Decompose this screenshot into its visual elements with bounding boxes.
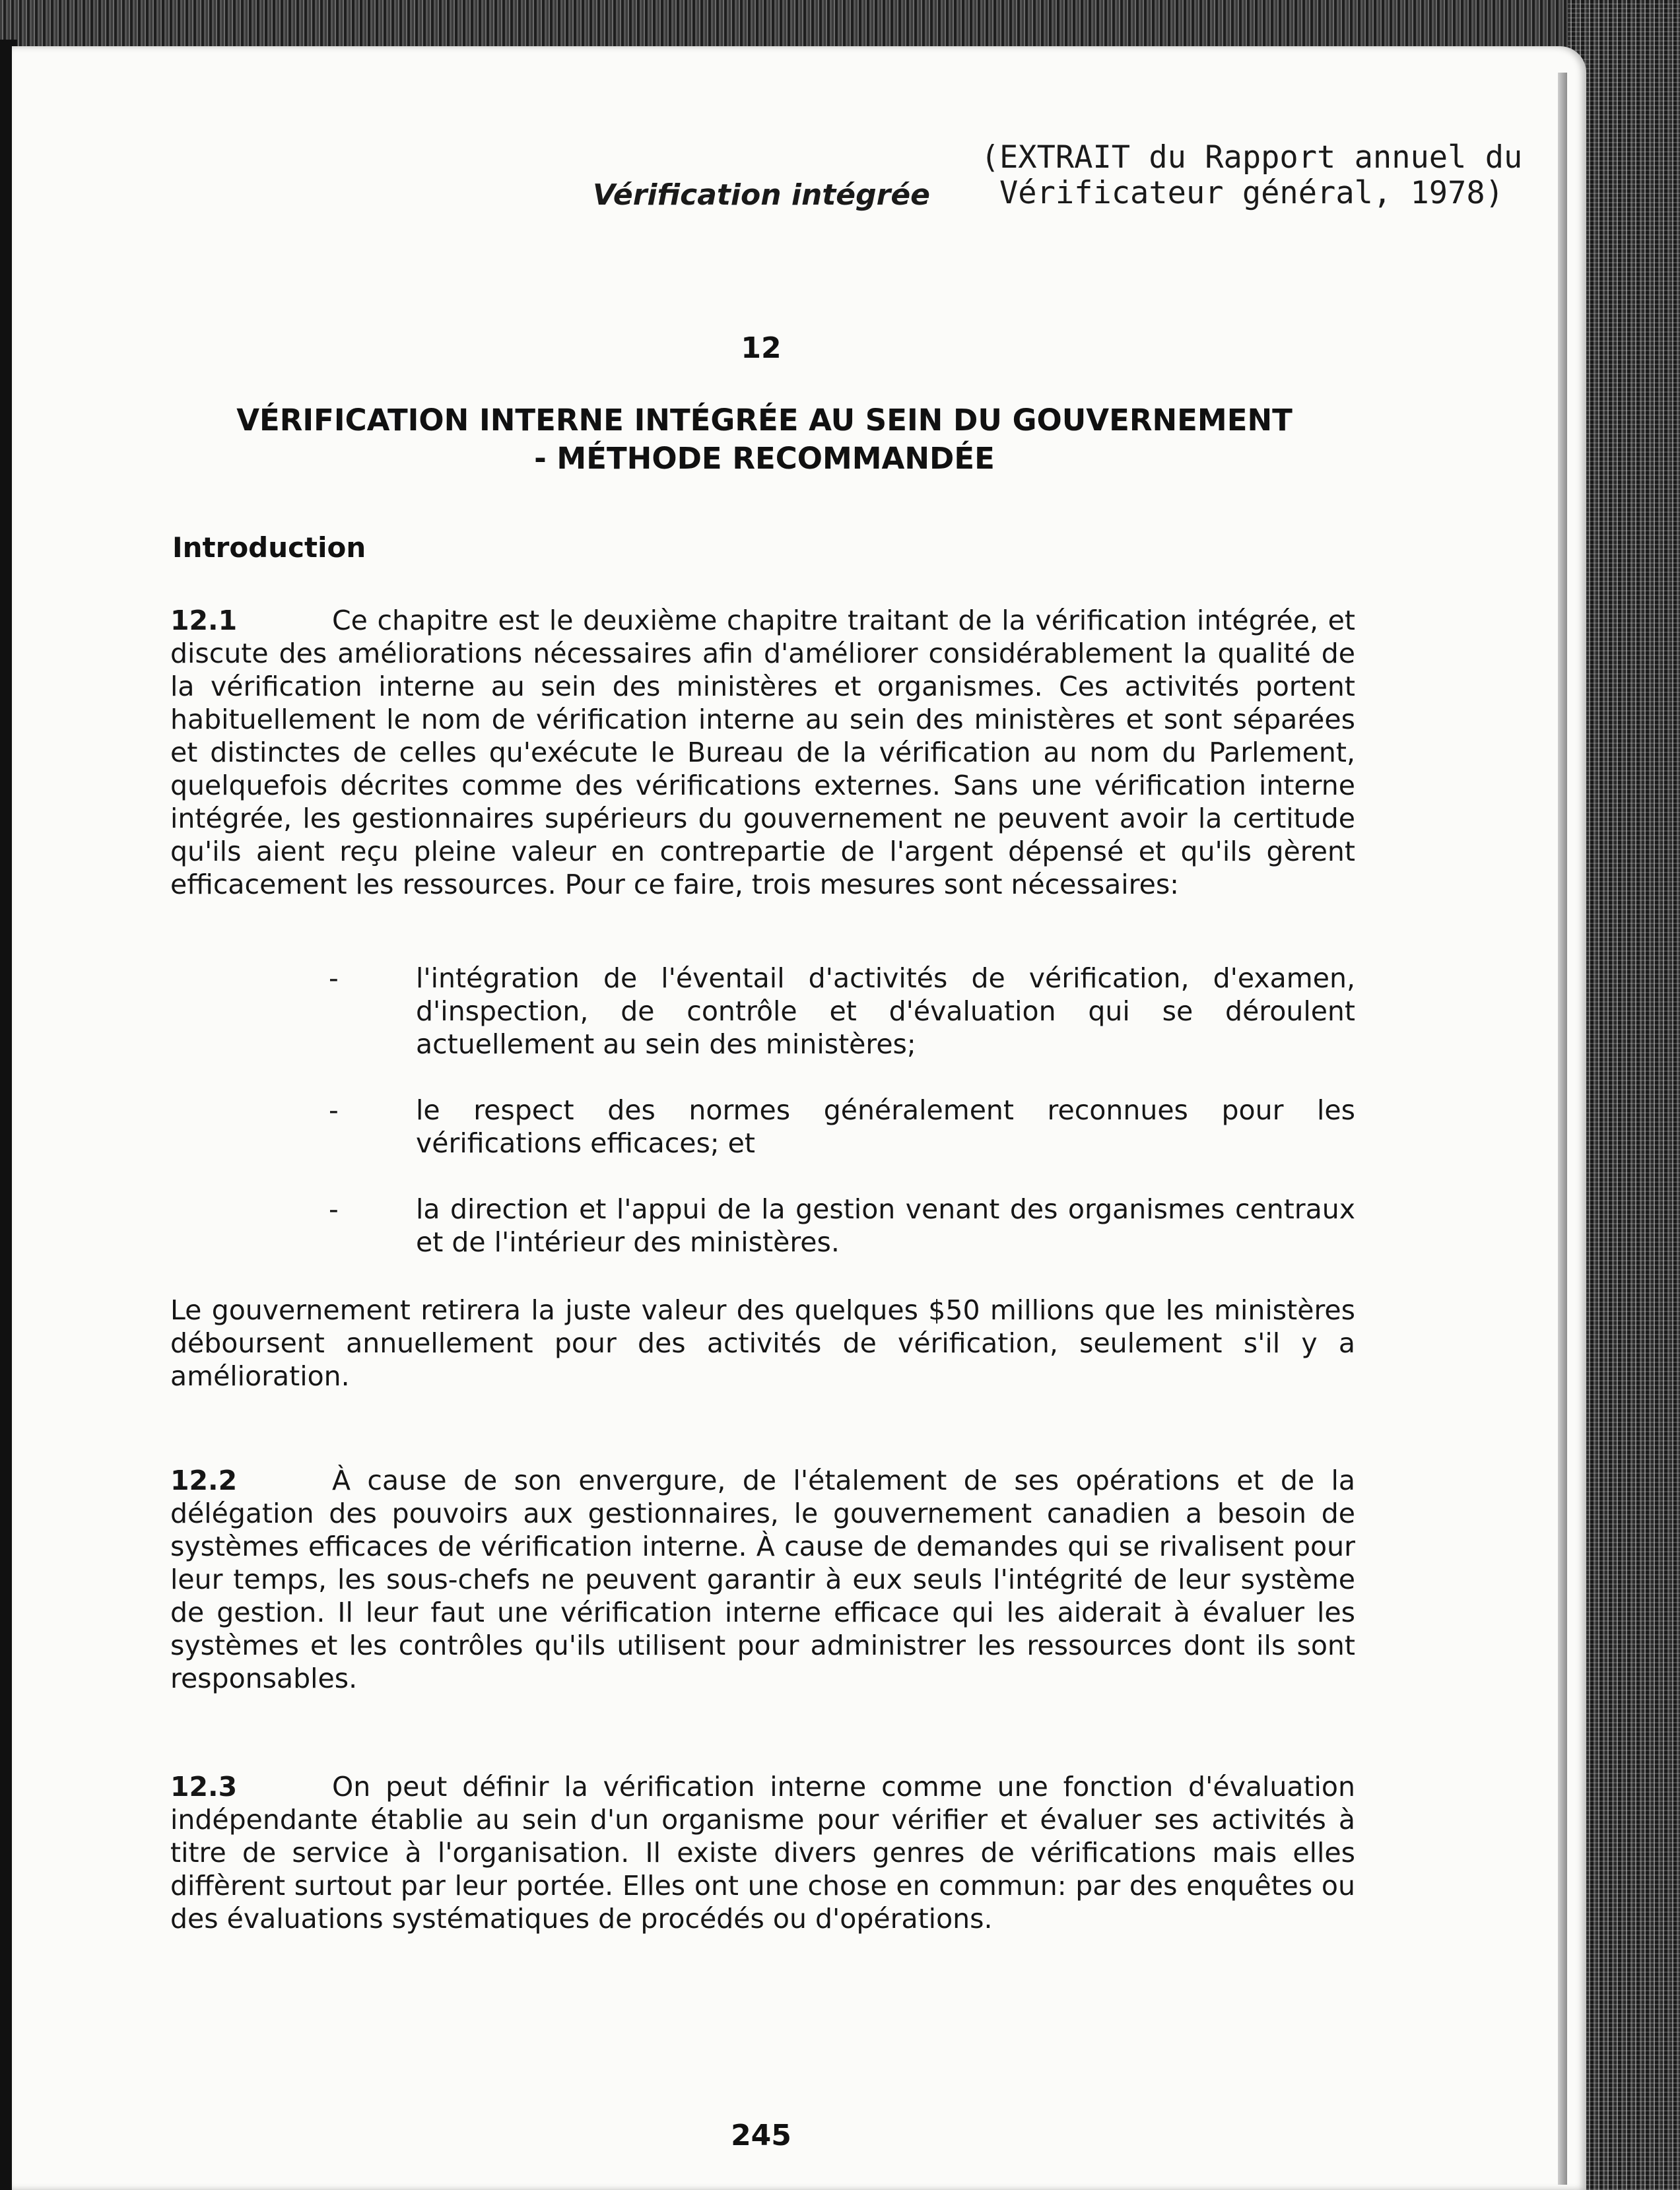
chapter-title-line-2: - MÉTHODE RECOMMANDÉE	[534, 441, 995, 476]
bullet-dash: -	[329, 1193, 339, 1225]
paragraph-12-1	[170, 604, 1355, 901]
scan-border-top	[0, 0, 1680, 53]
closing-paragraph: Le gouvernement retirera la juste valeur des quelques $50 millions que les ministères déboursent annuellement pour des activités de vérification, seulement s'il y a amélioration.	[170, 1294, 1355, 1392]
paragraph-text: On peut définir la vérification interne comme une fonction d'évaluation indépendante établie au sein d'un organisme pour vérifier et évaluer ses activités à titre de service à l'organisation. Il existe divers genres de vérifications mais elles diffèrent surtout par leur portée. Elles ont une chose en commun: par des enquêtes ou des évaluations systématiques de procédés ou d'opérations.	[170, 1771, 1355, 1935]
page-edge-shadow	[1558, 73, 1567, 2185]
paragraph-number: 12.2	[170, 1465, 238, 1496]
paragraph-12-2	[170, 1464, 1355, 1695]
list-item	[322, 1094, 1355, 1160]
list-item-text: l'intégration de l'éventail d'activités de vérification, d'examen, d'inspection, de contrôle et d'évaluation qui se déroulent actuellement au sein des ministères;	[416, 962, 1355, 1060]
chapter-title	[184, 401, 1345, 478]
extract-line-2: Vérificateur général, 1978)	[999, 175, 1504, 211]
list-item-text: la direction et l'appui de la gestion venant des organismes centraux et de l'intérieur des ministères.	[416, 1193, 1355, 1258]
list-item	[322, 1193, 1355, 1259]
chapter-title-line-1: VÉRIFICATION INTERNE INTÉGRÉE AU SEIN DU GOUVERNEMENT	[236, 403, 1293, 438]
document-page	[12, 46, 1586, 2190]
extract-note	[955, 140, 1549, 211]
paragraph-number: 12.3	[170, 1771, 238, 1803]
paragraph-text: À cause de son envergure, de l'étalement de ses opérations et de la délégation des pouvoirs aux gestionnaires, le gouvernement canadien a besoin de systèmes efficaces de vérification interne. À cause de demandes qui se rivalisent pour leur temps, les sous-chefs ne peuvent garantir à eux seuls l'intégrité de leur système de gestion. Il leur faut une vérification interne efficace qui les aiderait à évaluer les systèmes et les contrôles qu'ils utilisent pour administrer les ressources dont ils sont responsables.	[170, 1465, 1355, 1694]
bullet-dash: -	[329, 1094, 339, 1126]
bullet-dash: -	[329, 962, 339, 994]
paragraph-number: 12.1	[170, 605, 238, 636]
chapter-number: 12	[741, 331, 782, 365]
bullet-list	[322, 962, 1355, 1292]
page-number: 245	[731, 2119, 791, 2152]
paragraph-12-3	[170, 1770, 1355, 1935]
section-heading: Introduction	[172, 531, 366, 564]
list-item	[322, 962, 1355, 1061]
paragraph-text: Ce chapitre est le deuxième chapitre traitant de la vérification intégrée, et discute des améliorations nécessaires afin d'améliorer considérablement la qualité de la vérification interne au sein des ministères et organismes. Ces activités portent habituellement le nom de vérification interne au sein des ministères et sont séparées et distinctes de celles qu'exécute le Bureau de la vérification au nom du Parlement, quelquefois décrites comme des vérifications externes. Sans une vérification interne intégrée, les gestionnaires supérieurs du gouvernement ne peuvent avoir la certitude qu'ils aient reçu pleine valeur en contrepartie de l'argent dépensé et qu'ils gèrent efficacement les ressources. Pour ce faire, trois mesures sont nécessaires:	[170, 605, 1355, 900]
running-head: Vérification intégrée	[593, 178, 931, 212]
extract-line-1: (EXTRAIT du Rapport annuel du	[980, 139, 1523, 176]
list-item-text: le respect des normes généralement reconnues pour les vérifications efficaces; et	[416, 1094, 1355, 1159]
